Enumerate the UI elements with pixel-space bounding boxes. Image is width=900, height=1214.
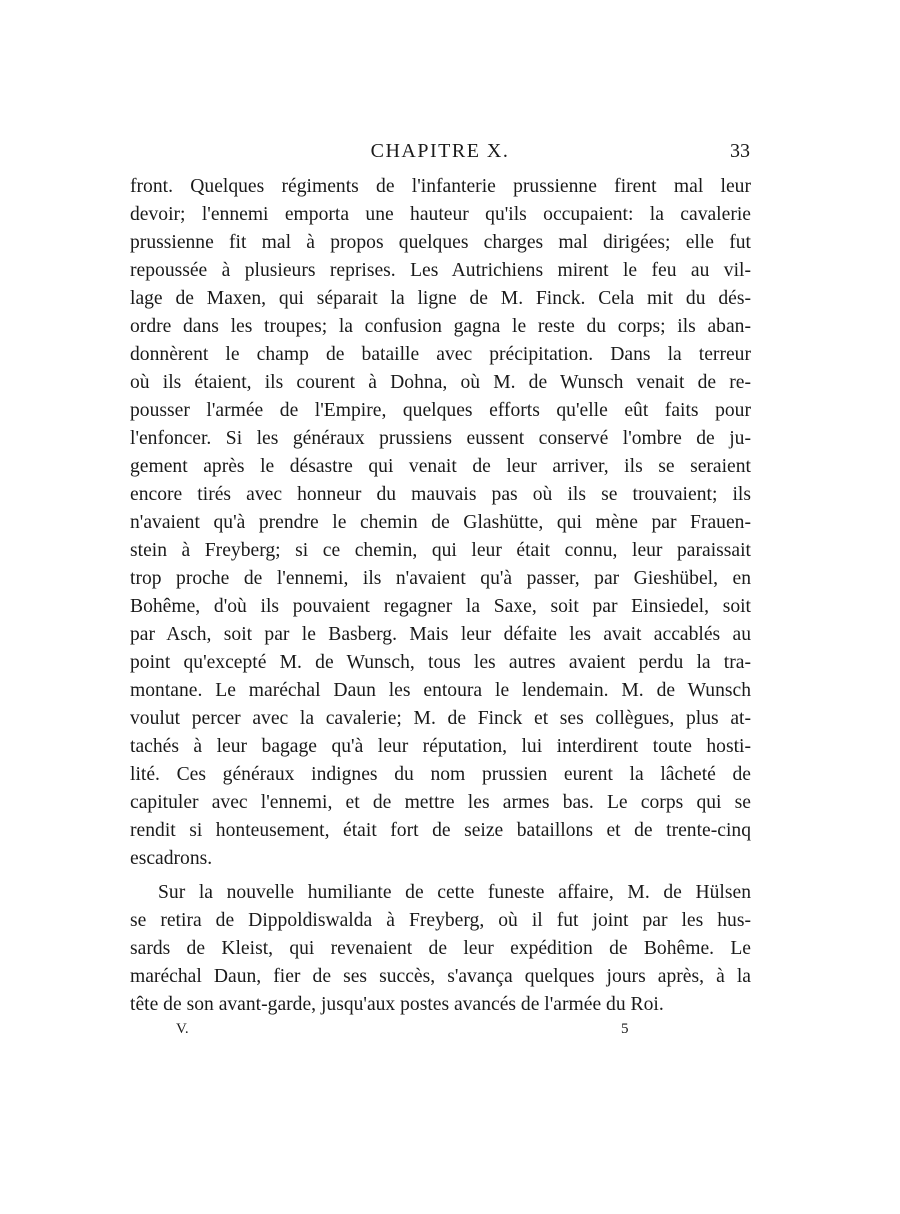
text-line: sards de Kleist, qui revenaient de leur expédition de Bohême. Le — [130, 938, 751, 959]
paragraph — [130, 879, 751, 1019]
text-line: front. Quelques régiments de l'infanterie prussienne firent mal leur — [130, 176, 751, 197]
paragraph — [130, 173, 751, 873]
text-line: où ils étaient, ils courent à Dohna, où M. de Wunsch venait de re- — [130, 372, 751, 393]
volume-mark: V. — [176, 1021, 189, 1037]
text-line: stein à Freyberg; si ce chemin, qui leur était connu, leur paraissait — [130, 540, 751, 561]
text-line: par Asch, soit par le Basberg. Mais leur défaite les avait accablés au — [130, 624, 751, 645]
text-line: escadrons. — [130, 848, 213, 869]
text-line: Bohême, d'où ils pouvaient regagner la Saxe, soit par Einsiedel, soit — [130, 596, 751, 617]
text-line: Sur la nouvelle humiliante de cette funeste affaire, M. de Hülsen — [158, 882, 751, 903]
text-line: capituler avec l'ennemi, et de mettre les armes bas. Le corps qui se — [130, 792, 751, 813]
text-line: l'enfoncer. Si les généraux prussiens eussent conservé l'ombre de ju- — [130, 428, 751, 449]
text-line: repoussée à plusieurs reprises. Les Autrichiens mirent le feu au vil- — [130, 260, 751, 281]
page-footer — [130, 1021, 751, 1045]
body-text — [130, 173, 751, 1019]
text-line: ordre dans les troupes; la confusion gagna le reste du corps; ils aban- — [130, 316, 751, 337]
text-line: tête de son avant-garde, jusqu'aux postes avancés de l'armée du Roi. — [130, 994, 664, 1015]
running-head — [130, 140, 750, 168]
text-line: trop proche de l'ennemi, ils n'avaient qu'à passer, par Gieshübel, en — [130, 568, 751, 589]
text-line: montane. Le maréchal Daun les entoura le lendemain. M. de Wunsch — [130, 680, 751, 701]
text-line: se retira de Dippoldiswalda à Freyberg, où il fut joint par les hus- — [130, 910, 751, 931]
text-line: point qu'excepté M. de Wunsch, tous les autres avaient perdu la tra- — [130, 652, 751, 673]
text-line: encore tirés avec honneur du mauvais pas où ils se trouvaient; ils — [130, 484, 751, 505]
text-line: lité. Ces généraux indignes du nom prussien eurent la lâcheté de — [130, 764, 751, 785]
signature-mark: 5 — [621, 1021, 629, 1037]
text-line: voulut percer avec la cavalerie; M. de Finck et ses collègues, plus at- — [130, 708, 751, 729]
text-line: donnèrent le champ de bataille avec précipitation. Dans la terreur — [130, 344, 751, 365]
text-line: pousser l'armée de l'Empire, quelques efforts qu'elle eût faits pour — [130, 400, 751, 421]
text-line: gement après le désastre qui venait de leur arriver, ils se seraient — [130, 456, 751, 477]
text-line: rendit si honteusement, était fort de seize bataillons et de trente-cinq — [130, 820, 751, 841]
text-line: tachés à leur bagage qu'à leur réputation, lui interdirent toute hosti- — [130, 736, 751, 757]
text-line: n'avaient qu'à prendre le chemin de Glashütte, qui mène par Frauen- — [130, 512, 751, 533]
chapter-title: CHAPITRE X. — [370, 140, 510, 162]
text-line: maréchal Daun, fier de ses succès, s'avança quelques jours après, à la — [130, 966, 751, 987]
text-line: lage de Maxen, qui séparait la ligne de M. Finck. Cela mit du dés- — [130, 288, 751, 309]
text-line: devoir; l'ennemi emporta une hauteur qu'ils occupaient: la cavalerie — [130, 204, 751, 225]
page-number: 33 — [730, 140, 750, 162]
text-line: prussienne fit mal à propos quelques charges mal dirigées; elle fut — [130, 232, 751, 253]
